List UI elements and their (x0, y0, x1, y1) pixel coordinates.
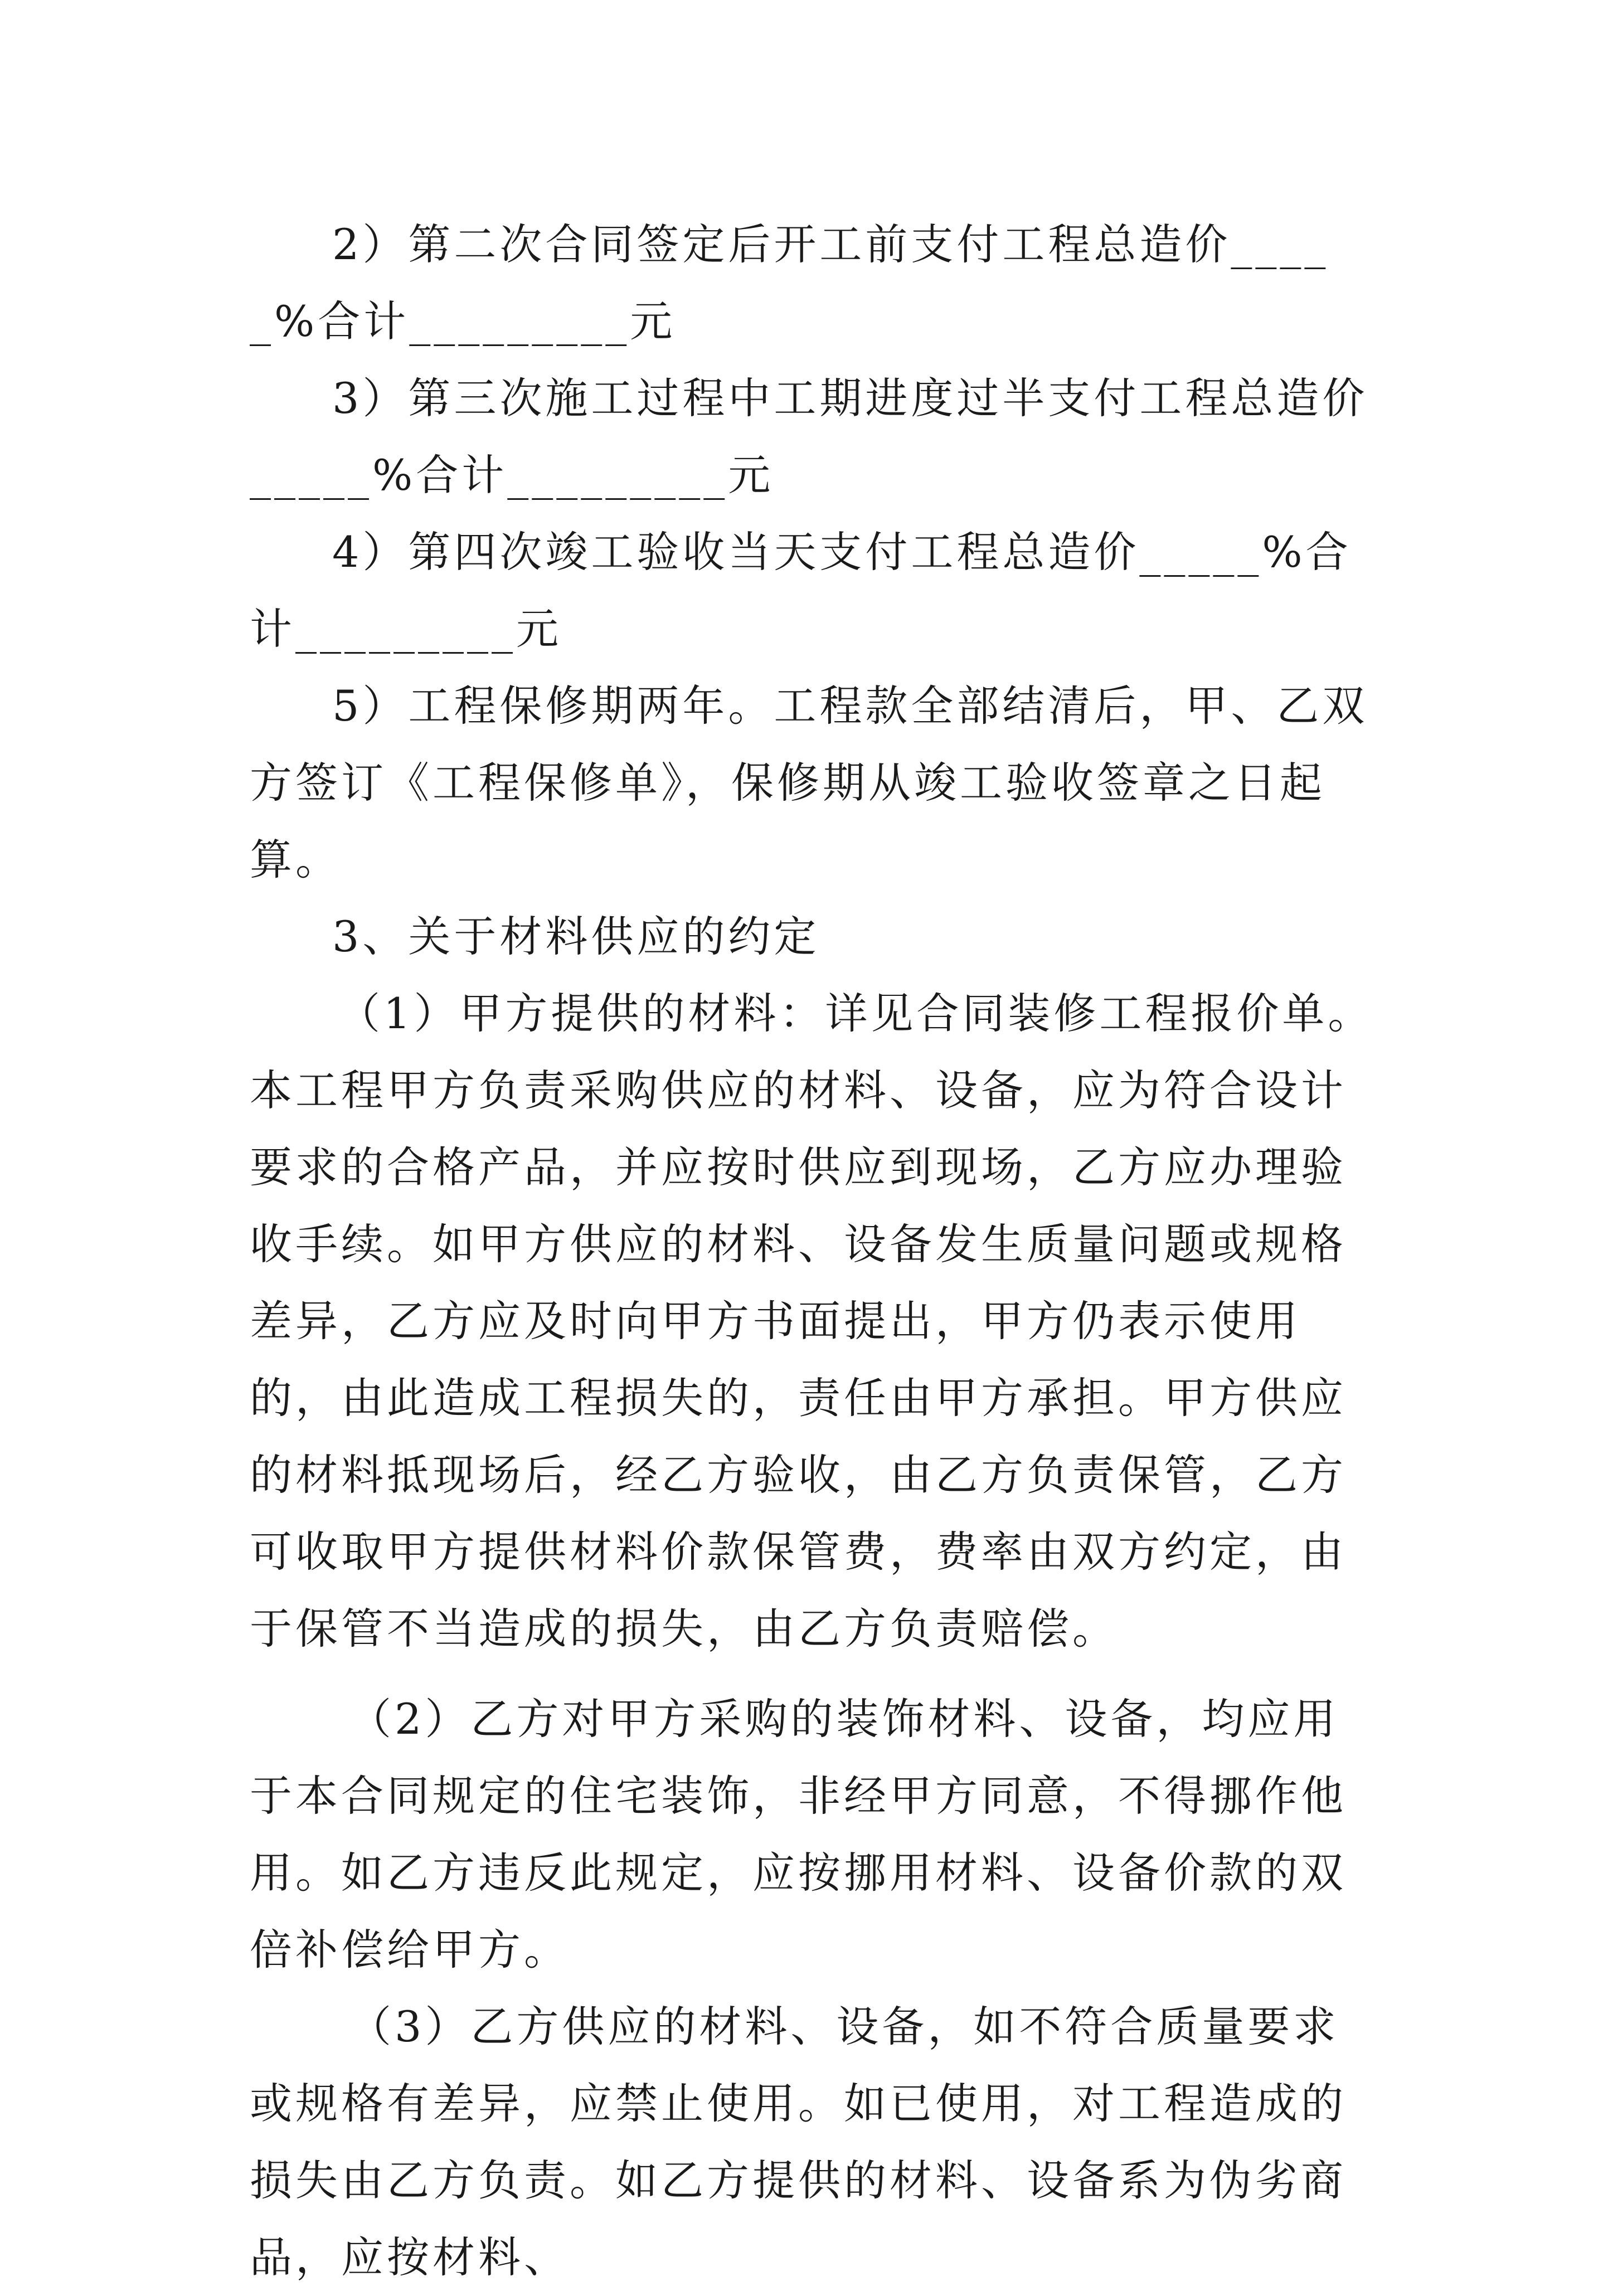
paragraph-clause-2: （2）乙方对甲方采购的装饰材料、设备，均应用于本合同规定的住宅装饰，非经甲方同意，不得挪作他用。如乙方违反此规定，应按挪用材料、设备价款的双倍补偿给甲方。 (250, 1694, 1347, 1974)
paragraph-warranty: 5）工程保修期两年。工程款全部结清后，甲、乙双方签订《工程保修单》，保修期从竣工验收签章之日起算。 (250, 681, 1368, 884)
paragraph-payment-2: 2）第二次合同签定后开工前支付工程总造价_____%合计_________元 (250, 220, 1329, 346)
paragraph-clause-1: （1）甲方提供的材料：详见合同装修工程报价单。本工程甲方负责采购供应的材料、设备，应为符合设计要求的合格产品，并应按时供应到现场，乙方应办理验收手续。如甲方供应的材料、设备发生质量问题或规格差异，乙方应及时向甲方书面提出，甲方仍表示使用的，由此造成工程损失的，责任由甲方承担。甲方供应的材料抵现场后，经乙方验收，由乙方负责保管，乙方可收取甲方提供材料价款保管费，费率由双方约定，由于保管不当造成的损失，由乙方负责赔偿。 (250, 989, 1374, 1653)
paragraph-payment-3: 3）第三次施工过程中工期进度过半支付工程总造价_____%合计_________元 (250, 373, 1368, 500)
document-body (250, 206, 1381, 2296)
paragraph-clause-3: （3）乙方供应的材料、设备，如不符合质量要求或规格有差异，应禁止使用。如已使用，对工程造成的损失由乙方负责。如乙方提供的材料、设备系为伪劣商品，应按材料、 (250, 2002, 1347, 2282)
paragraph-payment-4: 4）第四次竣工验收当天支付工程总造价_____%合计_________元 (250, 527, 1352, 654)
section-heading-material-supply: 3、关于材料供应的约定 (332, 912, 820, 961)
